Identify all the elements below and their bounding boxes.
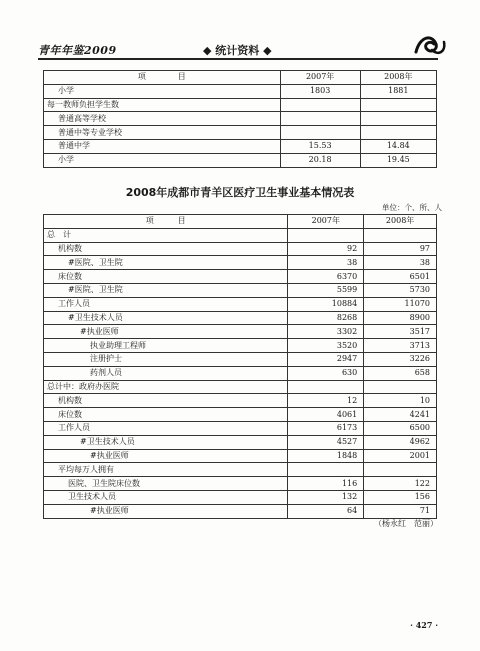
value-2008: 1881 (360, 84, 436, 98)
value-2008 (364, 463, 437, 477)
value-2007: 12 (288, 394, 364, 408)
table-row (44, 421, 437, 435)
value-2008: 658 (364, 366, 437, 380)
table-row (44, 228, 437, 242)
value-2008: 2001 (364, 449, 437, 463)
value-2008: 38 (364, 256, 437, 270)
value-2008: 156 (364, 490, 437, 504)
value-2008 (360, 98, 436, 112)
page-number: · 427 · (410, 620, 438, 630)
row-label: 床位数 (44, 270, 288, 284)
value-2007: 38 (288, 256, 364, 270)
table-row (44, 504, 437, 518)
row-label: 工作人员 (44, 421, 288, 435)
table-row (44, 139, 437, 153)
value-2007 (288, 228, 364, 242)
row-label: #医院、卫生院 (44, 283, 288, 297)
row-label: #执业医师 (44, 504, 288, 518)
value-2007: 1848 (288, 449, 364, 463)
yearbook-title: 青年年鉴2009 (38, 44, 117, 57)
value-2008 (360, 112, 436, 126)
header-year: 2008年 (364, 215, 437, 229)
yearbook-logo-icon (412, 30, 448, 60)
row-label: 医院、卫生院床位数 (44, 477, 288, 491)
header-item: 项 目 (44, 215, 288, 229)
table-row (44, 297, 437, 311)
value-2007 (280, 126, 360, 140)
value-2007: 1803 (280, 84, 360, 98)
row-label: 药剂人员 (44, 366, 288, 380)
value-2008: 6501 (364, 270, 437, 284)
table-title: 2008年成都市青羊区医疗卫生事业基本情况表 (125, 186, 355, 199)
table-row (44, 256, 437, 270)
table-row (44, 311, 437, 325)
row-label: 卫生技术人员 (44, 490, 288, 504)
value-2008: 71 (364, 504, 437, 518)
header-item: 项 目 (44, 71, 281, 85)
value-2007: 2947 (288, 352, 364, 366)
table-row (44, 477, 437, 491)
value-2008: 3713 (364, 339, 437, 353)
value-2007: 4061 (288, 408, 364, 422)
table-row (44, 380, 437, 394)
row-label: #执业医师 (44, 325, 288, 339)
row-label: #医院、卫生院 (44, 256, 288, 270)
value-2008: 5730 (364, 283, 437, 297)
row-label: 小学 (44, 153, 281, 167)
value-2007: 92 (288, 242, 364, 256)
health-table (43, 214, 437, 519)
table-row (44, 339, 437, 353)
table-row (44, 394, 437, 408)
table-header-row (44, 71, 437, 85)
value-2007: 6370 (288, 270, 364, 284)
row-label: 工作人员 (44, 297, 288, 311)
value-2007 (288, 463, 364, 477)
value-2007: 3302 (288, 325, 364, 339)
value-2007: 20.18 (280, 153, 360, 167)
table-row (44, 153, 437, 167)
table-row (44, 242, 437, 256)
value-2008: 11070 (364, 297, 437, 311)
value-2007: 15.53 (280, 139, 360, 153)
value-2007 (280, 98, 360, 112)
page-header (38, 40, 442, 60)
row-label: 普通中学 (44, 139, 281, 153)
value-2008: 97 (364, 242, 437, 256)
row-label: 普通中等专业学校 (44, 126, 281, 140)
value-2008: 10 (364, 394, 437, 408)
value-2008: 19.45 (360, 153, 436, 167)
header-year: 2008年 (360, 71, 436, 85)
value-2008: 6500 (364, 421, 437, 435)
value-2008: 8900 (364, 311, 437, 325)
table-row (44, 435, 437, 449)
header-year: 2007年 (288, 215, 364, 229)
value-2007: 132 (288, 490, 364, 504)
table-row (44, 283, 437, 297)
table-row (44, 366, 437, 380)
table-row (44, 352, 437, 366)
value-2008: 3226 (364, 352, 437, 366)
value-2007: 64 (288, 504, 364, 518)
table-row (44, 449, 437, 463)
row-label: 注册护士 (44, 352, 288, 366)
value-2008 (360, 126, 436, 140)
value-2008 (364, 228, 437, 242)
row-label: 小学 (44, 84, 281, 98)
header-year: 2007年 (280, 71, 360, 85)
value-2007 (280, 112, 360, 126)
table-row (44, 270, 437, 284)
table-row (44, 325, 437, 339)
row-label: 执业助理工程师 (44, 339, 288, 353)
value-2008: 4241 (364, 408, 437, 422)
value-2008: 122 (364, 477, 437, 491)
table-header-row (44, 215, 437, 229)
table-row (44, 463, 437, 477)
value-2007: 8268 (288, 311, 364, 325)
row-label: 总 计 (44, 228, 288, 242)
row-label: 普通高等学校 (44, 112, 281, 126)
value-2007: 10884 (288, 297, 364, 311)
section-title: ◆ 统计资料 ◆ (203, 44, 272, 57)
value-2007: 3520 (288, 339, 364, 353)
value-2008 (364, 380, 437, 394)
value-2008: 4962 (364, 435, 437, 449)
author-credit: （杨永红 范丽） (374, 519, 438, 528)
row-label: #执业医师 (44, 449, 288, 463)
table-row (44, 408, 437, 422)
value-2007: 5599 (288, 283, 364, 297)
row-label: 床位数 (44, 408, 288, 422)
value-2007: 116 (288, 477, 364, 491)
education-table (43, 70, 437, 168)
value-2007: 630 (288, 366, 364, 380)
table-row (44, 490, 437, 504)
row-label: #卫生技术人员 (44, 435, 288, 449)
value-2007: 6173 (288, 421, 364, 435)
table-row (44, 112, 437, 126)
row-label: #卫生技术人员 (44, 311, 288, 325)
header-rule (38, 58, 438, 60)
table-row (44, 98, 437, 112)
table-row (44, 126, 437, 140)
row-label: 总计中：政府办医院 (44, 380, 288, 394)
row-label: 机构数 (44, 394, 288, 408)
value-2007 (288, 380, 364, 394)
unit-note: 单位：个、所、人 (382, 203, 442, 212)
value-2008: 3517 (364, 325, 437, 339)
value-2007: 4527 (288, 435, 364, 449)
table-row (44, 84, 437, 98)
row-label: 机构数 (44, 242, 288, 256)
value-2008: 14.84 (360, 139, 436, 153)
row-label: 平均每万人拥有 (44, 463, 288, 477)
row-label: 每一教师负担学生数 (44, 98, 281, 112)
